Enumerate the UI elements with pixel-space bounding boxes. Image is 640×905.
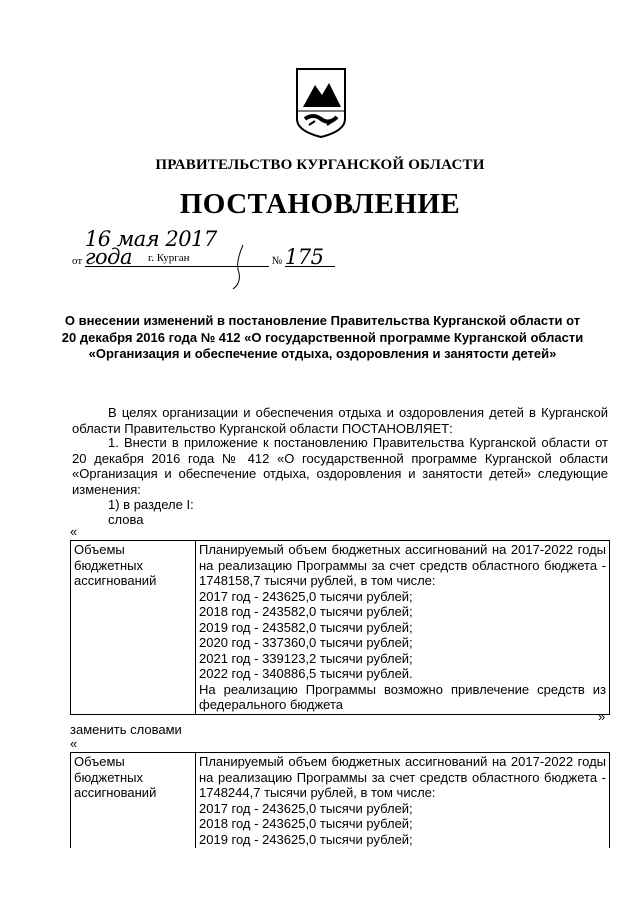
document-subject: О внесении изменений в постановление Правительства Курганской области от 20 декабря 2016 года № 412 «О государственной программе Курганской области «Организация и обеспечение отдыха, оздоровления и занятости детей» [61,313,584,361]
replace-with-text: заменить словами [70,722,182,737]
table-value-cell [196,541,610,715]
budget-line: 2017 год - 243625,0 тысячи рублей; [199,588,413,604]
date-prefix: от [72,255,83,267]
budget-line: 2018 год - 243582,0 тысячи рублей; [199,604,413,619]
handwritten-stroke [225,243,255,291]
budget-line: 2021 год - 339123,2 тысячи рублей; [199,650,413,666]
budget-line: 2020 год - 337360,0 тысячи рублей; [199,635,413,650]
handwritten-date: 16 мая 2017 года [85,230,269,267]
budget-table-old [70,540,610,715]
number-prefix: № [271,255,283,267]
budget-line: 2022 год - 340886,5 тысячи рублей. [199,666,413,681]
budget-table-new [70,752,610,848]
paragraph-subitem-1: 1) в разделе I: [108,497,194,512]
government-name: ПРАВИТЕЛЬСТВО КУРГАНСКОЙ ОБЛАСТИ [155,157,485,173]
date-number-row [72,227,335,269]
document-title: ПОСТАНОВЛЕНИЕ [179,188,461,220]
budget-line: 2017 год - 243625,0 тысячи рублей; [199,800,413,816]
budget-line: 2018 год - 243625,0 тысячи рублей; [199,816,413,831]
paragraph-preamble: В целях организации и обеспечения отдыха и оздоровления детей в Курганской области Правительство Курганской области ПОСТАНОВЛЯЕТ: [72,405,608,436]
budget-line: Планируемый объем бюджетных ассигнований на 2017-2022 годы на реализацию Программы за счет средств областного бюджета - 1748244,7 тысячи рублей, в том числе: [199,754,606,800]
quote-open: « [70,736,78,751]
city: г. Курган [148,252,190,264]
table-label-cell: Объемы бюджетных ассигнований [71,541,196,715]
table-value-cell [196,753,610,849]
budget-line: Планируемый объем бюджетных ассигнований на 2017-2022 годы на реализацию Программы за счет средств областного бюджета - 1748158,7 тысячи рублей, в том числе: [199,542,606,588]
kurgan-coat-of-arms-icon [295,67,347,139]
table-row [71,753,610,849]
table-row [71,541,610,715]
paragraph-item-1: 1. Внести в приложение к постановлению Правительства Курганской области от 20 декабря 2016 года № 412 «О государственной программе Курганской области «Организация и обеспечение отдыха, оздоровления и занятости детей» следующие изменения: [72,435,608,497]
budget-line: 2019 год - 243582,0 тысячи рублей; [199,619,413,635]
budget-line: На реализацию Программы возможно привлечение средств из федерального бюджета [199,681,606,712]
handwritten-number: 175 [285,248,335,267]
budget-line: 2019 год - 243625,0 тысячи рублей; [199,831,413,847]
quote-open: « [70,524,78,539]
paragraph-words: слова [108,512,144,527]
quote-close: » [598,709,606,724]
table-label-cell: Объемы бюджетных ассигнований [71,753,196,849]
